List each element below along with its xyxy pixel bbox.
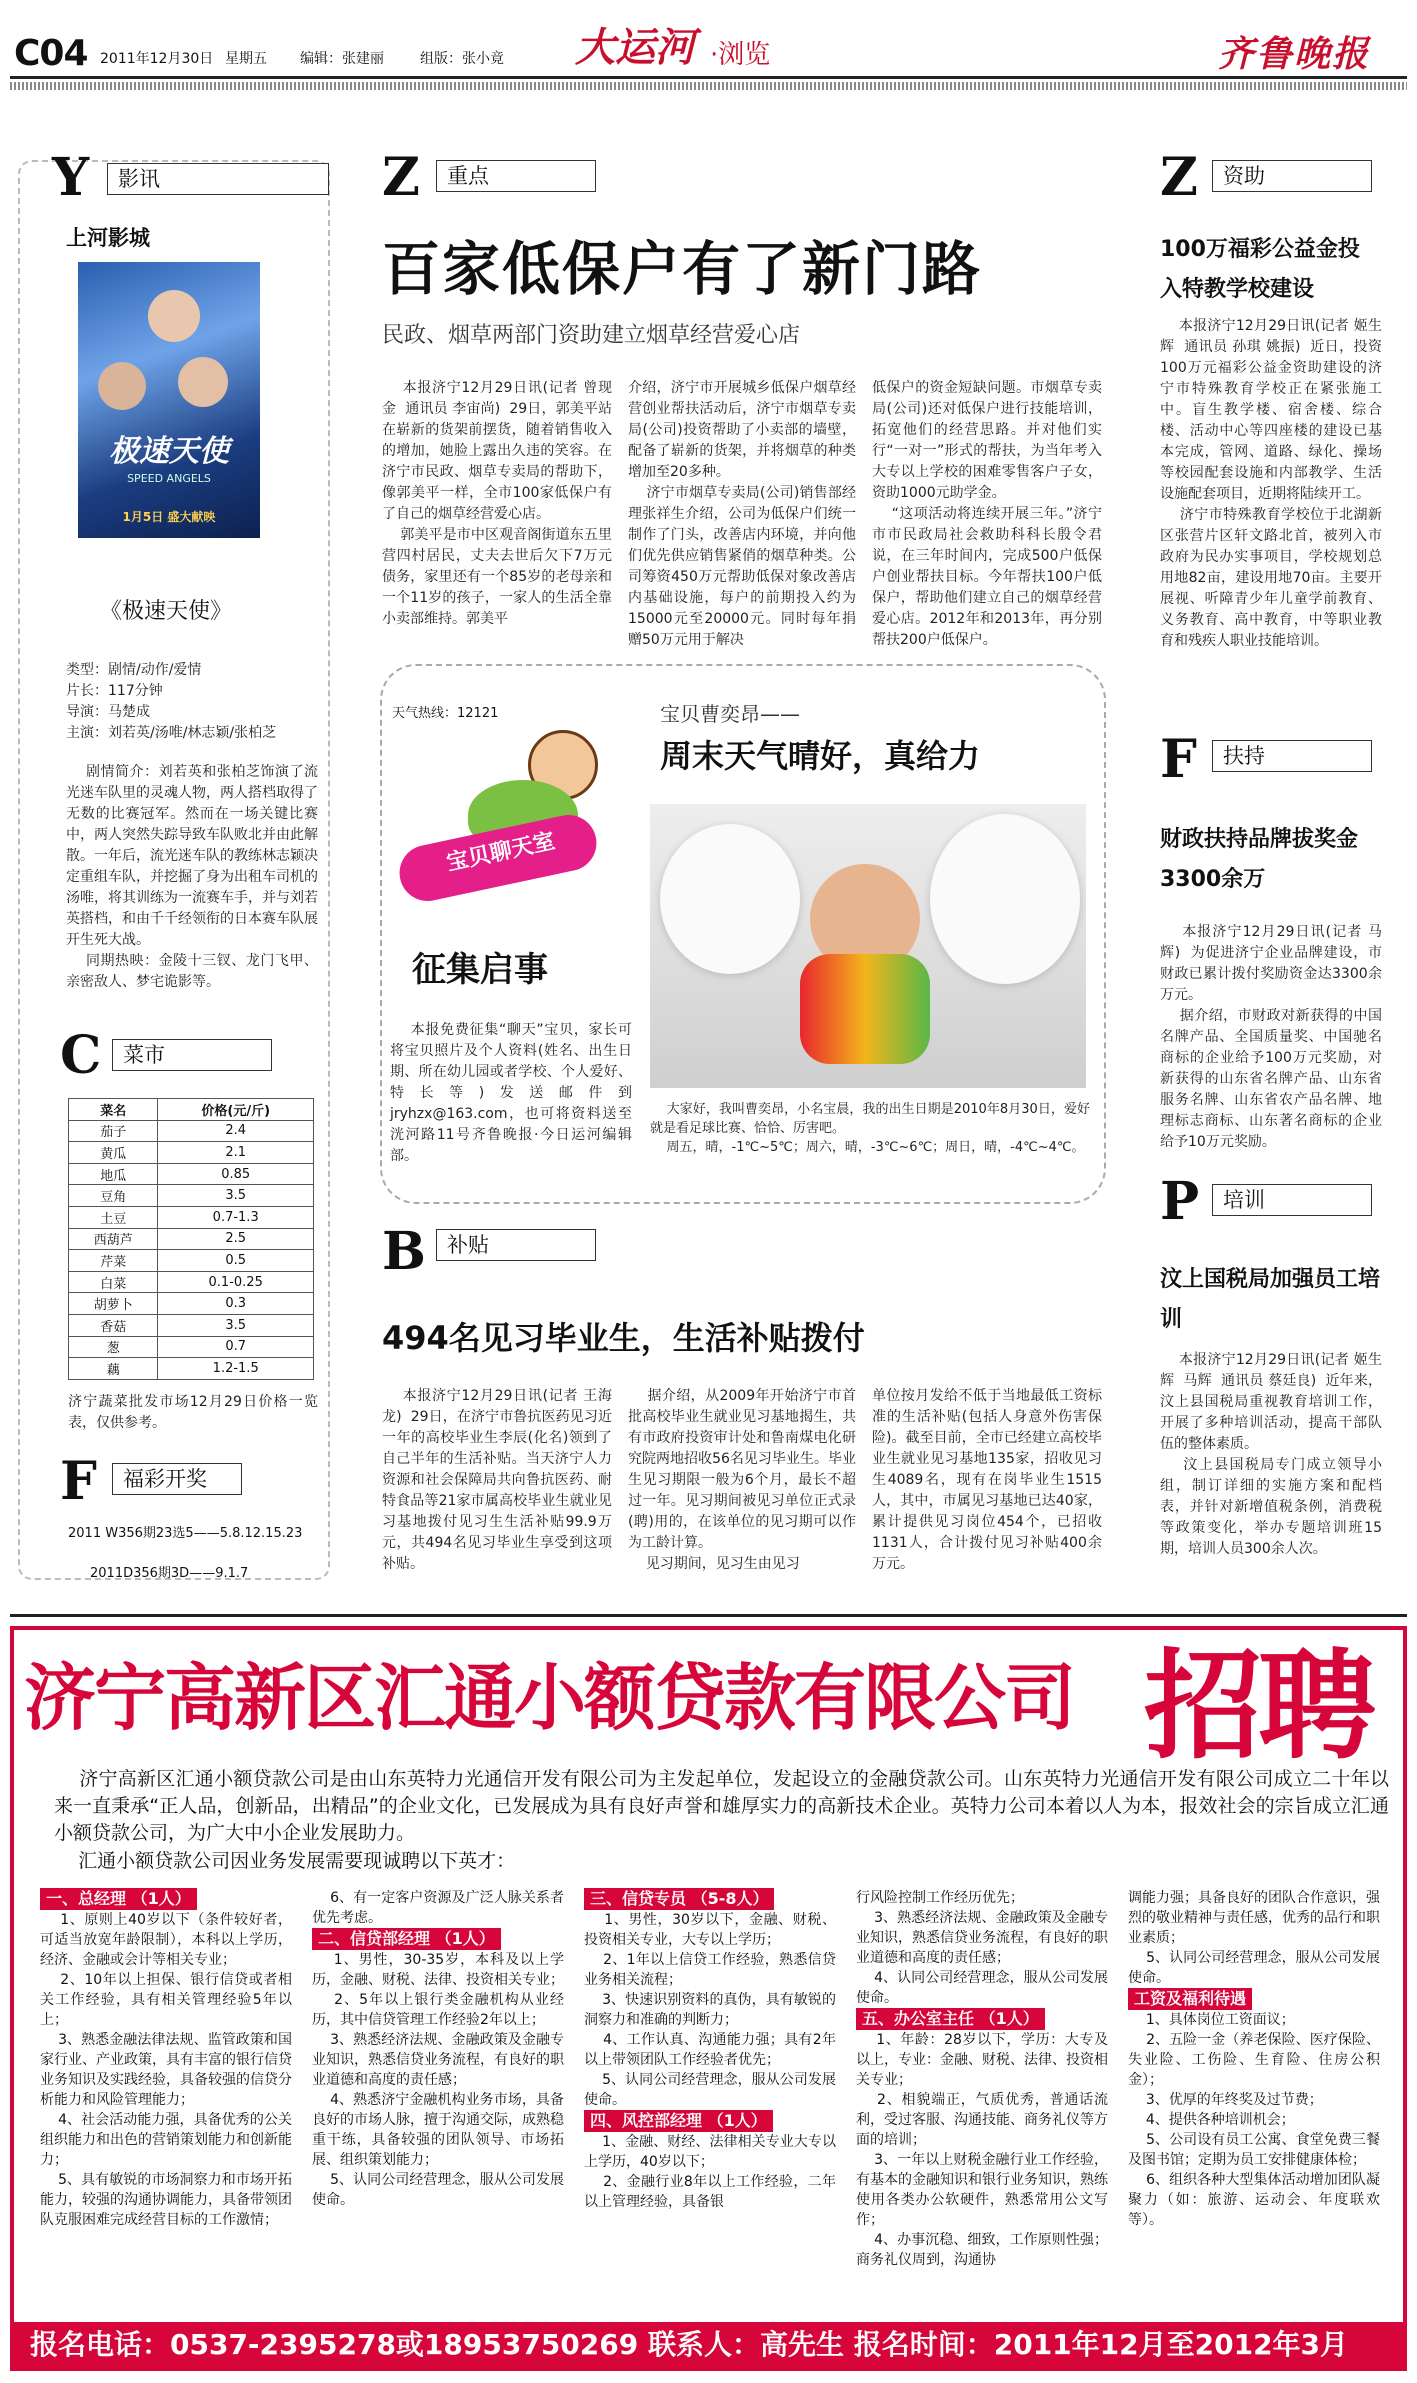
subsidy-tag: 补贴 [436,1229,596,1261]
veg-table-box [68,1098,314,1380]
fund-letter: F [1160,729,1197,790]
lottery-line-1: 2011 W356期23选5——5.8.12.15.23 [68,1526,303,1541]
ad-company-name: 济宁高新区汇通小额贷款有限公司 [24,1656,1075,1740]
veg-col-price: 价格(元/斤) [158,1099,314,1121]
job-title-gm: 一、总经理 （1人） [40,1888,197,1910]
subsidy-headline: 494名见习毕业生，生活补贴拨付 [382,1319,865,1357]
table-row [69,1293,314,1315]
film-letter: Y [52,147,90,208]
aid-text: 本报济宁12月29日讯(记者 姬生辉 通讯员 孙琪 姚振) 近日，投资100万元福彩公益金资助建设的济宁市特殊教育学校正在紧张施工中。盲生教学楼、宿舍楼、综合楼、活动中心等四座楼的建设已基本完成，管网、道路、绿化、操场等校园配套设施和内部教学、生活设施配套项目，近期将陆续开工。 济宁市特殊教育学校位于北湖新区张营片区轩文路北首，被列入市政府为民办实事项目，学校规划总用地82亩，建设用地70亩。主要开展视、听障青少年儿童学前教育、义务教育、高中教育，中等职业教育和残疾人职业技能培训。 [1160,318,1382,649]
focus-letter: Z [382,147,420,208]
veg-name: 白菜 [69,1271,158,1293]
veg-price: 0.5 [158,1250,314,1272]
veg-name: 黄瓜 [69,1142,158,1164]
train-headline: 汶上国税局加强员工培训 [1160,1267,1381,1332]
table-row [69,1206,314,1228]
job-col-4 [856,1888,1108,2270]
baby-headline: 周末天气晴好，真给力 [660,737,981,775]
notice-text: 本报免费征集“聊天”宝贝，家长可将宝贝照片及个人资料(姓名、出生日期、所在幼儿园或者学校、个人爱好、特长等)发送邮件到jryhzx@163.com，也可将资料送至洸河路11号齐鲁晚报·今日运河编辑部。 [390,1022,632,1164]
veg-name: 豆角 [69,1185,158,1207]
lottery-line-2: 2011D356期3D——9.1.7 [90,1566,249,1581]
ad-intro: 济宁高新区汇通小额贷款公司是由山东英特力光通信开发有限公司为主发起单位，发起设立的金融贷款公司。山东英特力光通信开发有限公司成立二十年以来一直秉承“正人品，创新品，出精品”的企业文化，已发展成为具有良好声誉和雄厚实力的高新技术企业。英特力公司本着以人为本，报效社会的宗旨成立汇通小额贷款公司，为广大中小企业发展助力。 [54,1768,1389,1844]
film-title: 《极速天使》 [100,599,233,624]
job-col-2 [312,1888,564,2210]
fund-tag: 扶持 [1212,740,1372,772]
veg-price: 3.5 [158,1314,314,1336]
table-row [69,1358,314,1380]
table-row [69,1142,314,1164]
veg-price: 1.2-1.5 [158,1358,314,1380]
film-poster [78,262,260,538]
header-stripe [10,82,1407,90]
notice-title: 征集启事 [412,950,548,990]
veg-header-row [69,1099,314,1121]
poster-en: SPEED ANGELS [127,472,211,485]
job-title-credit-staff: 三、信贷专员 （5-8人） [584,1888,774,1910]
job-gm-req: 1、原则上40岁以下（条件较好者，可适当放宽年龄限制），本科以上学历，经济、金融或会计等相关专业； 2、10年以上担保、银行信贷或者相关工作经验，具有相关管理经验5年以上； 3、熟悉金融法律法规、监管政策和国家行业、产业政策，具有丰富的银行信贷业务知识及实践经验，具备较强的信贷分析能力和风险管理能力； 4、社会活动能力强，具备优秀的公关组织能力和出色的营销策划能力和创新能力； 5、具有敏锐的市场洞察力和市场开拓能力，较强的沟通协调能力，具备带领团队克服困难完成经营目标的工作激情； [40,1912,292,2228]
ad-contact-line: 报名电话：0537-2395278或18953750269 联系人：高先生 报名时间：2011年12月至2012年3月 [30,2328,1349,2361]
focus-col-2: 介绍，济宁市开展城乡低保户烟草经营创业帮扶活动后，济宁市烟草专卖局(公司)投资帮助了小卖部的墙壁，配备了崭新的货架，并将烟草的种类增加至20多种。 济宁市烟草专卖局(公司)销售部经理张祥生介绍，公司为低保户们统一制作了门头，改善店内环境，并向他们优先供应销售紧俏的烟草种类。公司筹资450万元帮助低保对象改善店内基础设施，每户的前期投入约为15000元至20000元。同时每年捐赠50万元用于解决 [628,380,856,648]
aid-headline: 100万福彩公益金投入特教学校建设 [1160,237,1360,302]
fund-text: 本报济宁12月29日讯(记者 马辉) 为促进济宁企业品牌建设，市财政已累计拨付奖励资金达3300余万元。 据介绍，市财政对新获得的中国名牌产品、全国质量奖、中国驰名商标的企业给予100万元奖励，对新获得的山东省名牌产品、山东省服务名牌、山东省农产品名牌、地理标志商标、山东著名商标的企业给予10万元奖励。 [1160,924,1382,1150]
subsidy-col-2: 据介绍，从2009年开始济宁市首批高校毕业生就业见习基地揭生，共有市政府投资审计处和鲁南煤电化研究院两地招收56名见习毕业生。毕业生见习期限一般为6个月，最长不超过一年。见习期间被见习单位正式录(聘)用的，在该单位的见习期可以作为工龄计算。 见习期间，见习生由见习 [628,1388,856,1572]
veg-name: 土豆 [69,1206,158,1228]
table-row [69,1120,314,1142]
focus-subhead: 民政、烟草两部门资助建立烟草经营爱心店 [382,323,801,348]
ad-intro-2: 汇通小额贷款公司因业务发展需要现诚聘以下英才： [54,1850,516,1872]
lottery-letter: F [60,1451,97,1512]
focus-col-1: 本报济宁12月29日讯(记者 曾现金 通讯员 李宙尚) 29日，郭美平站在崭新的货架前摆货，随着销售收入的增加，她脸上露出久违的笑容。在济宁市民政、烟草专卖局的帮助下，像郭美平一样，全市100家低保户有了自己的烟草经营爱心店。 郭美平是市中区观音阁街道东五里营四村居民，丈夫去世后欠下7万元债务，家里还有一个85岁的老母亲和一个11岁的孩子，一家人的生活全靠小卖部维持。郭美平 [382,380,612,627]
job-risk-mgr-req: 1、金融、财经、法律相关专业大专以上学历，40岁以下； 2、金融行业8年以上工作经验，二年以上管理经验，具备银 [584,2134,836,2210]
veg-price-table [68,1098,314,1380]
job-title-office-dir: 五、办公室主任 （1人） [856,2008,1045,2030]
veg-name: 西葫芦 [69,1228,158,1250]
job-office-dir-req-extra: 调能力强；具备良好的团队合作意识，强烈的敬业精神与责任感，优秀的品行和职业素质； 5、认同公司经营理念，服从公司发展使命。 [1128,1890,1380,1986]
page-header [10,14,1407,75]
job-risk-mgr-req-extra: 行风险控制工作经历优先； 3、熟悉经济法规、金融政策及金融专业知识，熟悉信贷业务流程，有良好的职业道德和高度的责任感； 4、认同公司经营理念，服从公司发展使命。 [856,1890,1108,2006]
job-gm-req-extra: 6、有一定客户资源及广泛人脉关系者优先考虑。 [312,1890,564,1926]
film-meta: 类型：剧情/动作/爱情 片长：117分钟 导演：马楚成 主演：刘若英/汤唯/林志颖/张柏芝 [66,662,277,741]
theater-name: 上河影城 [66,226,150,250]
table-row [69,1250,314,1272]
subsidy-col-3: 单位按月发给不低于当地最低工资标准的生活补贴(包括人身意外伤害保险)。截至目前，全市已经建立高校毕业生就业见习基地135家，招收见习生4089名，现有在岗毕业生1515人，其中，市属见习基地已达40家，累计提供见习岗位454个，已招收1131人，合计拨付见习补贴400余万元。 [872,1388,1102,1572]
table-row [69,1336,314,1358]
focus-tag: 重点 [436,160,596,192]
job-credit-staff-req: 1、男性，30岁以下，金融、财税、投资相关专业，大专以上学历； 2、1年以上信贷工作经验，熟悉信贷业务相关流程； 3、快速识别资料的真伪，具有敏锐的洞察力和准确的判断力； 4、工作认真、沟通能力强；具有2年以上带领团队工作经验者优先； 5、认同公司经营理念，服从公司发展使命。 [584,1912,836,2108]
poster-face-1 [148,290,200,342]
veg-name: 胡萝卜 [69,1293,158,1315]
veg-name: 葱 [69,1336,158,1358]
aid-letter: Z [1160,147,1198,208]
veg-price: 0.7-1.3 [158,1206,314,1228]
issue-date: 2011年12月30日 [100,51,214,67]
train-letter: P [1160,1171,1200,1232]
veg-price: 0.1-0.25 [158,1271,314,1293]
poster-date: 1月5日 盛大献映 [122,510,216,524]
job-office-dir-req: 1、年龄：28岁以下，学历：大专及以上，专业：金融、财税、法律、投资相关专业； 2、相貌端正，气质优秀，普通话流利，受过客服、沟通技能、商务礼仪等方面的培训； 3、一年以上财税金融行业工作经验，有基本的金融知识和银行业务知识，熟练使用各类办公软硬件，熟悉常用公文写作； 4、办事沉稳、细致，工作原则性强；商务礼仪周到，沟通协 [856,2032,1108,2268]
veg-price: 2.5 [158,1228,314,1250]
newspaper-logo: 齐鲁晚报 [1218,33,1371,75]
issue-weekday: 星期五 [225,51,267,67]
baby-name: 宝贝曹奕昂—— [660,702,800,726]
subsidy-letter: B [382,1221,426,1282]
section-sub: ·浏览 [710,40,771,70]
table-row [69,1163,314,1185]
baby-shirt [800,954,930,1064]
subsidy-col-1: 本报济宁12月29日讯(记者 王海龙) 29日，在济宁市鲁抗医药见习近一年的高校毕业生李辰(化名)领到了自己半年的生活补贴。当天济宁人力资源和社会保障局共向鲁抗医药、耐特食品等21家市属高校毕业生就业见习基地拨付见习生生活补贴99.9万元，共494名见习毕业生享受到这项补贴。 [382,1388,612,1572]
job-title-risk-mgr: 四、风控部经理 （1人） [584,2110,773,2132]
benefits-title: 工资及福利待遇 [1128,1988,1252,2010]
layout-credit: 组版：张小竟 [420,51,504,67]
veg-name: 香菇 [69,1314,158,1336]
job-title-credit-mgr: 二、信贷部经理 （1人） [312,1928,501,1950]
veg-col-name: 菜名 [69,1099,158,1121]
logo-text: 宝贝聊天室 [444,828,558,877]
veg-price: 3.5 [158,1185,314,1207]
train-tag: 培训 [1212,1184,1372,1216]
veg-name: 芹菜 [69,1250,158,1272]
lottery-tag: 福彩开奖 [112,1463,242,1495]
table-row [69,1314,314,1336]
baby-caption: 大家好，我叫曹奕昂，小名宝晨，我的出生日期是2010年8月30日，爱好就是看足球比赛、恰恰、厉害吧。 周五，晴，-1℃~5℃；周六，晴，-3℃~6℃；周日，晴，-4℃~4℃。 [650,1102,1090,1155]
veg-name: 茄子 [69,1120,158,1142]
train-text: 本报济宁12月29日讯(记者 姬生辉 马辉 通讯员 蔡廷良) 近年来，汶上县国税局重视教育培训工作，开展了多种培训活动，提高干部队伍的整体素质。 汶上县国税局专门成立领导小组，制订详细的实施方案和配档表，并针对新增值税条例，消费税等政策变化，举办专题培训班15期，培训人员300余人次。 [1160,1352,1382,1557]
poster-title: 极速天使 [109,434,229,469]
job-col-1 [40,1888,292,2230]
veg-name: 藕 [69,1358,158,1380]
veg-price: 2.4 [158,1120,314,1142]
veg-price: 0.7 [158,1336,314,1358]
news-bottom-rule [10,1614,1407,1617]
teddy-bear-right-icon [930,814,1080,984]
table-row [69,1228,314,1250]
veg-price: 0.85 [158,1163,314,1185]
page-number: C04 [14,33,88,74]
ad-recruit-word: 招聘 [1144,1637,1373,1775]
table-row [69,1185,314,1207]
veg-price: 2.1 [158,1142,314,1164]
focus-headline: 百家低保户有了新门路 [382,235,983,303]
job-col-3 [584,1888,836,2212]
section-brand: 大运河 [575,24,695,71]
teddy-bear-left-icon [660,824,800,974]
focus-col-3: 低保户的资金短缺问题。市烟草专卖局(公司)还对低保户进行技能培训，拓宽他们的经营思路。并对他们实行“一对一”形式的帮扶，为当年考入大专以上学校的困难零售客户子女，资助1000元助学金。 “这项活动将连续开展三年。”济宁市市民政局社会救助科科长殷令君说，在三年时间内，完成500户低保户创业帮扶目标。今年帮扶100户低保户，帮助他们建立自己的烟草经营爱心店。2012年和2013年，再分别帮扶200户低保户。 [872,380,1102,648]
benefits-list: 1、具体岗位工资面议； 2、五险一金（养老保险、医疗保险、失业险、工伤险、生育险、住房公积金）； 3、优厚的年终奖及过节费； 4、提供各种培训机会； 5、公司设有员工公寓、食堂免费三餐及图书馆；定期为员工安排健康体检； 6、组织各种大型集体活动增加团队凝聚力（如：旅游、运动会、年度联欢等）。 [1128,2012,1380,2228]
job-credit-mgr-req: 1、男性，30-35岁，本科及以上学历，金融、财税、法律、投资相关专业； 2、5年以上银行类金融机构从业经历，其中信贷管理工作经验2年以上； 3、熟悉经济法规、金融政策及金融专业知识，熟悉信贷业务流程，有良好的职业道德和高度的责任感； 4、熟悉济宁金融机构业务市场，具备良好的市场人脉，擅于沟通交际，成熟稳重干练，具备较强的团队领导、市场拓展、组织策划能力； 5、认同公司经营理念，服从公司发展使命。 [312,1952,564,2208]
poster-face-3 [98,362,146,410]
job-col-5 [1128,1888,1380,2230]
aid-tag: 资助 [1212,160,1372,192]
veg-price: 0.3 [158,1293,314,1315]
header-rule [10,76,1407,79]
editor-credit: 编辑：张建丽 [300,51,384,67]
weather-hotline: 天气热线：12121 [392,706,499,721]
veg-tag: 菜市 [112,1039,272,1071]
veg-letter: C [60,1025,102,1086]
fund-headline: 财政扶持品牌拔奖金3300余万 [1160,827,1359,892]
film-tag: 影讯 [107,163,329,195]
veg-note: 济宁蔬菜批发市场12月29日价格一览表，仅供参考。 [68,1394,318,1431]
veg-name: 地瓜 [69,1163,158,1185]
baby-photo [650,804,1086,1088]
film-synopsis: 剧情简介：刘若英和张柏芝饰演了流光迷车队里的灵魂人物，两人搭档取得了无数的比赛冠军。然而在一场关键比赛中，两人突然失踪导致车队败北并由此解散。一年后，流光迷车队的教练林志颖决定重组车队，并挖掘了身为出租车司机的汤唯，将其训练为一流赛车手，并与刘若英搭档，和由千千经领衔的日本赛车队展开生死大战。 同期热映：金陵十三钗、龙门飞甲、亲密敌人、梦宅诡影等。 [66,764,318,990]
baby-chat-logo [398,720,618,920]
poster-face-2 [178,357,228,407]
table-row [69,1271,314,1293]
ad-footer [14,2322,1403,2367]
recruit-ad [10,1626,1407,2371]
